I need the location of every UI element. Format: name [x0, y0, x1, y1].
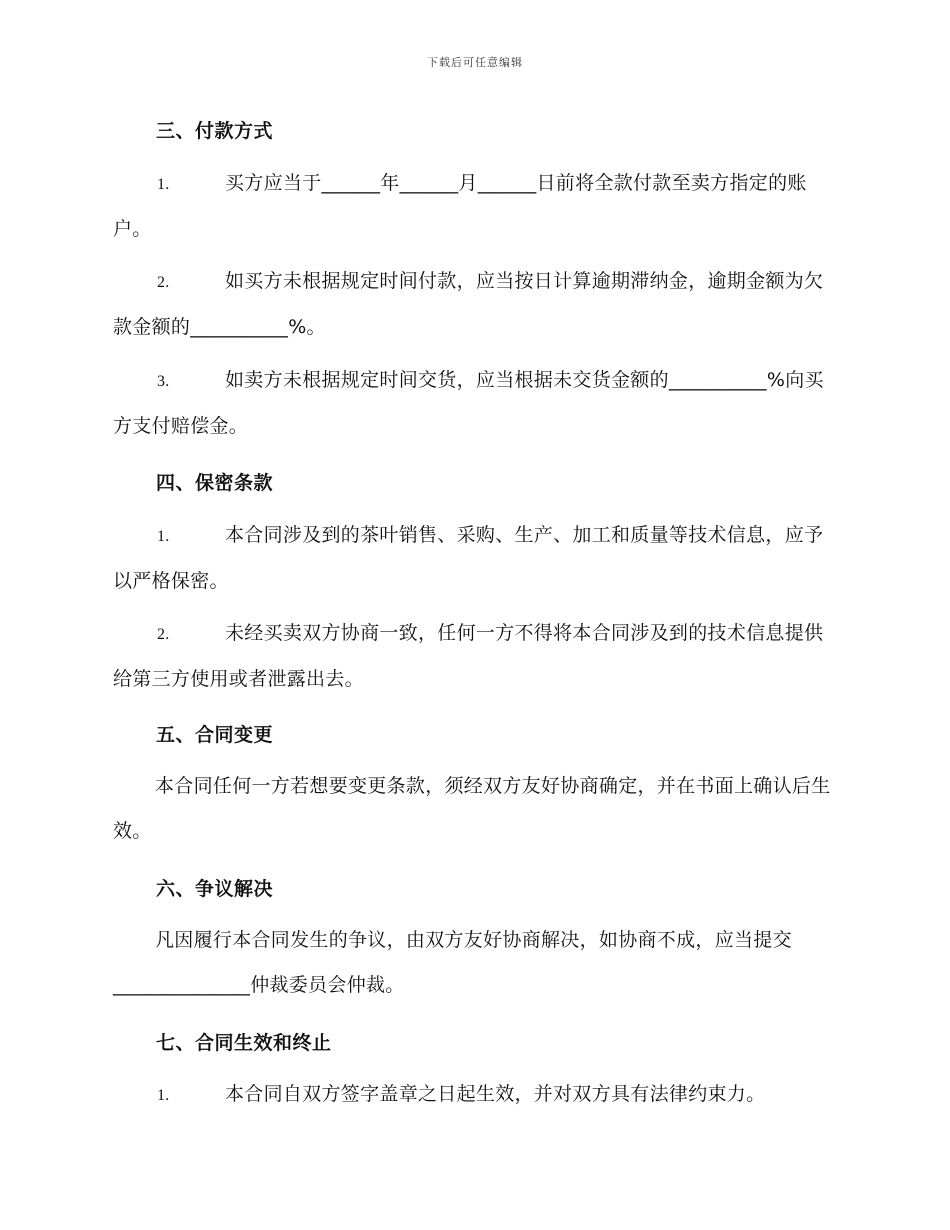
paragraph-text: 如卖方未根据规定时间交货，应当根据未交货金额的__________%向买方支付赔偿金。 — [113, 369, 824, 437]
item-number: 2. — [157, 274, 170, 291]
item-number: 2. — [157, 626, 170, 643]
paragraph-text: 未经买卖双方协商一致，任何一方不得将本合同涉及到的技术信息提供给第三方使用或者泄露出去。 — [113, 622, 824, 690]
page-header: 下载后可任意编辑 — [427, 56, 523, 69]
paragraph-confidentiality-1 — [113, 513, 835, 604]
item-number: 1. — [157, 1087, 170, 1104]
item-number: 1. — [157, 528, 170, 545]
paragraph-text: 凡因履行本合同发生的争议，由双方友好协商解决，如协商不成，应当提交______________仲裁委员会仲裁。 — [113, 929, 792, 996]
item-number: 3. — [157, 373, 170, 390]
paragraph-payment-3 — [113, 358, 835, 449]
paragraph-text: 买方应当于______年______月______日前将全款付款至卖方指定的账户。 — [113, 172, 807, 240]
paragraph-payment-2 — [113, 259, 835, 350]
section-heading-confidentiality: 四、保密条款 — [156, 472, 274, 494]
paragraph-payment-1 — [113, 161, 835, 252]
section-heading-amendment: 五、合同变更 — [156, 724, 274, 746]
paragraph-confidentiality-2 — [113, 611, 835, 702]
paragraph-effect-1 — [113, 1072, 835, 1118]
paragraph-dispute — [113, 918, 835, 1008]
paragraph-text: 本合同自双方签字盖章之日起生效，并对双方具有法律约束力。 — [225, 1083, 766, 1105]
section-heading-dispute: 六、争议解决 — [156, 878, 274, 900]
paragraph-amendment — [113, 764, 835, 854]
paragraph-text: 本合同涉及到的茶叶销售、采购、生产、加工和质量等技术信息，应予以严格保密。 — [113, 524, 824, 592]
paragraph-text: 本合同任何一方若想要变更条款，须经双方友好协商确定，并在书面上确认后生效。 — [113, 775, 831, 842]
section-heading-effect-termination: 七、合同生效和终止 — [156, 1032, 332, 1054]
section-heading-payment: 三、付款方式 — [156, 120, 274, 142]
paragraph-text: 如买方未根据规定时间付款，应当按日计算逾期滞纳金，逾期金额为欠款金额的__________%。 — [113, 270, 824, 338]
item-number: 1. — [157, 176, 170, 193]
